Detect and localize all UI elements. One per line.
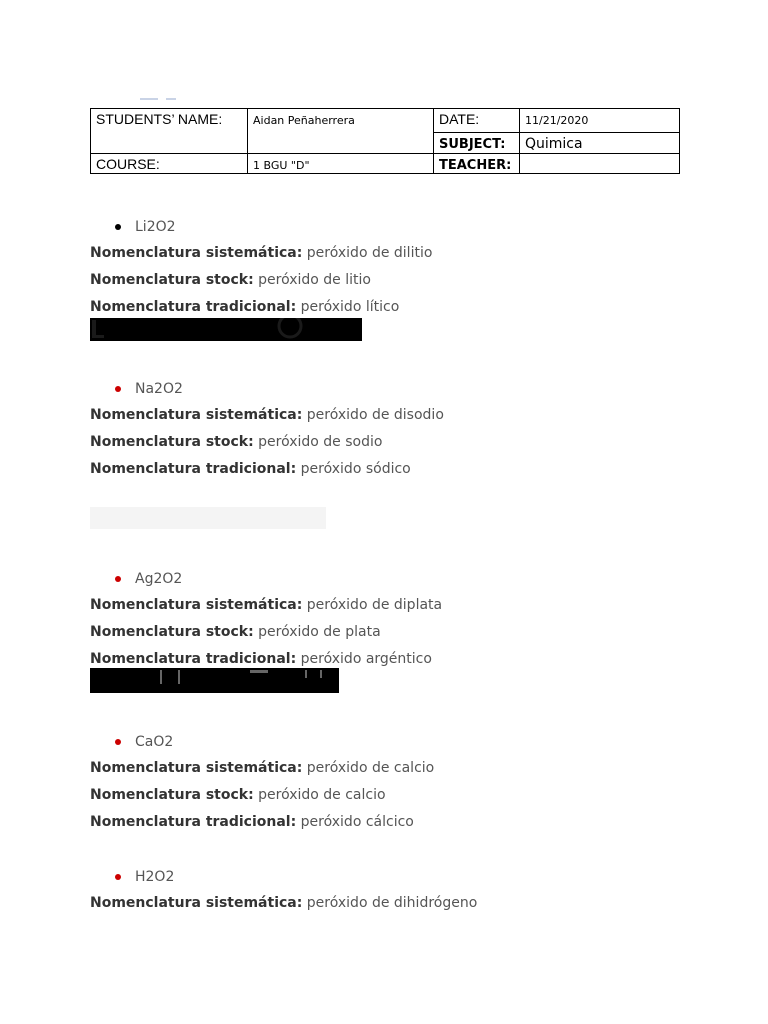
stock-label: Nomenclatura stock: [90, 624, 254, 640]
subject-value-cell [520, 133, 680, 154]
list-item [90, 379, 690, 399]
subject-label: SUBJECT: [439, 137, 506, 152]
bullet-dot-icon [115, 224, 121, 230]
bullet-dot-icon [115, 739, 121, 745]
sistematica-value: peróxido de calcio [306, 760, 435, 776]
faded-logo [140, 88, 220, 98]
redacted-glyphs [90, 668, 339, 693]
sistematica-label: Nomenclatura sistemática: [90, 895, 303, 911]
subject-value: Quimica [525, 136, 583, 152]
list-item [90, 217, 690, 237]
redacted-glyphs [90, 318, 362, 341]
tradicional-value: peróxido cálcico [300, 814, 414, 830]
compound-section-li2o2 [90, 217, 690, 324]
stock-value: peróxido de calcio [258, 787, 386, 803]
nomenclature-tradicional [90, 812, 690, 839]
subject-label-cell [434, 133, 520, 154]
compound-section-na2o2 [90, 379, 690, 486]
faded-bar [90, 507, 326, 529]
sistematica-label: Nomenclatura sistemática: [90, 407, 303, 423]
students-name-label: STUDENTS’ NAME: [96, 111, 223, 127]
course-label: COURSE: [96, 156, 160, 172]
date-label-cell [434, 109, 520, 133]
sistematica-value: peróxido de dihidrógeno [306, 895, 478, 911]
stock-value: peróxido de litio [258, 272, 371, 288]
sistematica-label: Nomenclatura sistemática: [90, 760, 303, 776]
nomenclature-tradicional [90, 459, 690, 486]
tradicional-label: Nomenclatura tradicional: [90, 461, 297, 477]
compound-section-ag2o2 [90, 569, 690, 676]
stock-label: Nomenclatura stock: [90, 434, 254, 450]
bullet-dot-icon [115, 874, 121, 880]
nomenclature-sistematica [90, 893, 690, 920]
nomenclature-stock [90, 270, 690, 297]
redaction-bar [90, 668, 339, 693]
bullet-dot-icon [115, 386, 121, 392]
sistematica-label: Nomenclatura sistemática: [90, 245, 303, 261]
sistematica-value: peróxido de dilitio [306, 245, 433, 261]
list-item [90, 867, 690, 887]
nomenclature-sistematica [90, 243, 690, 270]
compound-section-cao2 [90, 732, 690, 839]
students-name-value: Aidan Peñaherrera [253, 114, 355, 127]
tradicional-label: Nomenclatura tradicional: [90, 299, 297, 315]
nomenclature-stock [90, 622, 690, 649]
list-item [90, 732, 690, 752]
tradicional-value: peróxido lítico [300, 299, 400, 315]
header-table [90, 108, 680, 174]
bullet-dot-icon [115, 576, 121, 582]
nomenclature-sistematica [90, 758, 690, 785]
tradicional-label: Nomenclatura tradicional: [90, 814, 297, 830]
tradicional-value: peróxido sódico [300, 461, 411, 477]
tradicional-label: Nomenclatura tradicional: [90, 651, 297, 667]
sistematica-value: peróxido de diplata [306, 597, 443, 613]
nomenclature-stock [90, 785, 690, 812]
compound-formula: Ag2O2 [135, 571, 183, 587]
students-name-value-cell [248, 109, 434, 154]
stock-value: peróxido de plata [258, 624, 381, 640]
nomenclature-sistematica [90, 405, 690, 432]
course-value: 1 BGU "D" [253, 159, 310, 172]
nomenclature-sistematica [90, 595, 690, 622]
compound-formula: H2O2 [135, 869, 175, 885]
redaction-bar [90, 318, 362, 341]
stock-value: peróxido de sodio [258, 434, 383, 450]
course-label-cell [91, 154, 248, 174]
compound-formula: Na2O2 [135, 381, 183, 397]
date-value-cell [520, 109, 680, 133]
header-row-course [91, 154, 680, 174]
sistematica-value: peróxido de disodio [306, 407, 444, 423]
compound-formula: Li2O2 [135, 219, 176, 235]
list-item [90, 569, 690, 589]
compound-formula: CaO2 [135, 734, 174, 750]
tradicional-value: peróxido argéntico [300, 651, 432, 667]
sistematica-label: Nomenclatura sistemática: [90, 597, 303, 613]
teacher-value-cell [520, 154, 680, 174]
date-value: 11/21/2020 [525, 114, 589, 127]
date-label: DATE: [439, 111, 480, 127]
header-row-name [91, 109, 680, 133]
students-name-label-cell [91, 109, 248, 154]
nomenclature-stock [90, 432, 690, 459]
course-value-cell [248, 154, 434, 174]
teacher-label: TEACHER: [439, 158, 512, 173]
teacher-label-cell [434, 154, 520, 174]
compound-section-h2o2 [90, 867, 690, 920]
stock-label: Nomenclatura stock: [90, 272, 254, 288]
stock-label: Nomenclatura stock: [90, 787, 254, 803]
